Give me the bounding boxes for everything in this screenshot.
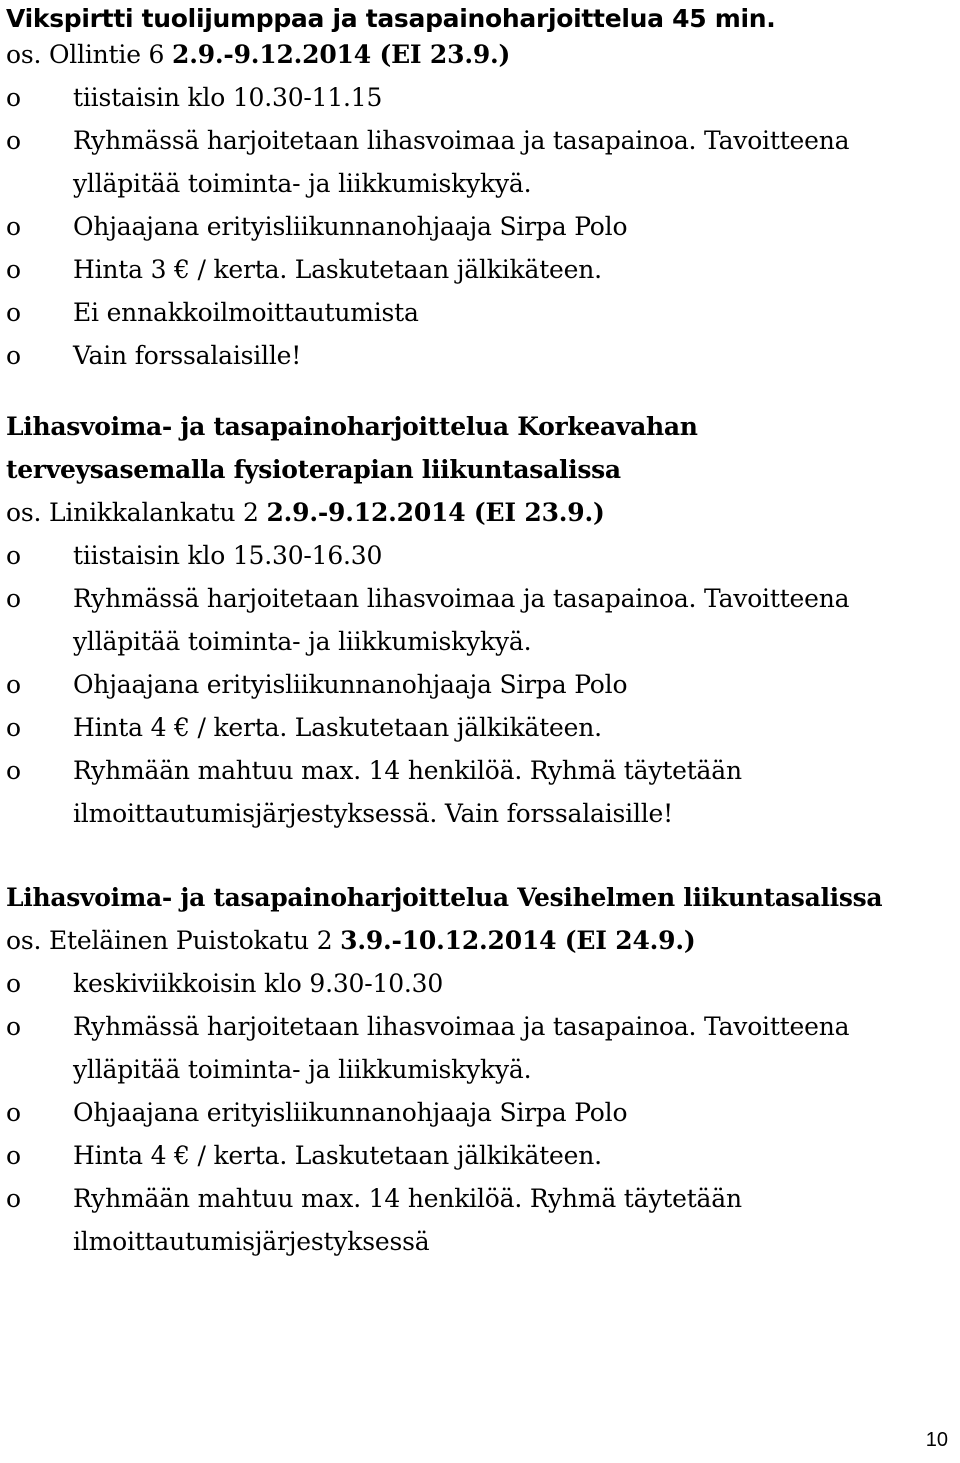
section-3-item-instructor: Ohjaajana erityisliikunnanohjaaja Sirpa Polo <box>73 1098 628 1127</box>
section-3-address-prefix: os. Eteläinen Puistokatu 2 <box>6 926 341 955</box>
section-3-address-dates: 3.9.-10.12.2014 (EI 24.9.) <box>340 926 696 955</box>
section-2-item-description-cont: ylläpitää toiminta- ja liikkumiskykyä. <box>73 627 532 656</box>
section-3-item-description: Ryhmässä harjoitetaan lihasvoimaa ja tasapainoa. Tavoitteena <box>73 1012 850 1041</box>
bullet-marker: o <box>6 713 22 742</box>
section-3-title: Lihasvoima- ja tasapainoharjoittelua Vesihelmen liikuntasalissa <box>6 883 883 912</box>
bullet-marker: o <box>6 341 22 370</box>
section-3-address <box>6 924 696 958</box>
page-number: 10 <box>925 1429 948 1451</box>
section-2-address-dates: 2.9.-9.12.2014 (EI 23.9.) <box>266 498 605 527</box>
section-3-item-capacity-cont: ilmoittautumisjärjestyksessä <box>73 1227 430 1256</box>
section-2-title-line-1: Lihasvoima- ja tasapainoharjoittelua Korkeavahan <box>6 412 698 441</box>
section-2-address-prefix: os. Linikkalankatu 2 <box>6 498 267 527</box>
section-1-item-instructor: Ohjaajana erityisliikunnanohjaaja Sirpa Polo <box>73 212 628 241</box>
bullet-marker: o <box>6 670 22 699</box>
bullet-marker: o <box>6 212 22 241</box>
section-2-item-schedule: tiistaisin klo 15.30-16.30 <box>73 541 383 570</box>
bullet-marker: o <box>6 255 22 284</box>
bullet-marker: o <box>6 126 22 155</box>
section-2-title-line-2: terveysasemalla fysioterapian liikuntasalissa <box>6 455 621 484</box>
bullet-marker: o <box>6 1098 22 1127</box>
bullet-marker: o <box>6 541 22 570</box>
section-1-item-registration: Ei ennakkoilmoittautumista <box>73 298 419 327</box>
bullet-marker: o <box>6 83 22 112</box>
section-2-address <box>6 496 605 530</box>
section-2-item-instructor: Ohjaajana erityisliikunnanohjaaja Sirpa Polo <box>73 670 628 699</box>
bullet-marker: o <box>6 756 22 785</box>
bullet-marker: o <box>6 1184 22 1213</box>
section-1-item-description-cont: ylläpitää toiminta- ja liikkumiskykyä. <box>73 169 532 198</box>
section-2-item-capacity-cont: ilmoittautumisjärjestyksessä. Vain forssalaisille! <box>73 799 673 828</box>
section-1-item-price: Hinta 3 € / kerta. Laskutetaan jälkikäteen. <box>73 255 602 284</box>
bullet-marker: o <box>6 1141 22 1170</box>
section-1-item-eligibility: Vain forssalaisille! <box>73 341 302 370</box>
section-3-item-schedule: keskiviikkoisin klo 9.30-10.30 <box>73 969 444 998</box>
section-1-item-schedule: tiistaisin klo 10.30-11.15 <box>73 83 383 112</box>
section-2-item-description: Ryhmässä harjoitetaan lihasvoimaa ja tasapainoa. Tavoitteena <box>73 584 850 613</box>
bullet-marker: o <box>6 969 22 998</box>
bullet-marker: o <box>6 298 22 327</box>
section-1-title: Vikspirtti tuolijumppaa ja tasapainoharjoittelua 45 min. <box>6 4 776 33</box>
section-2-item-price: Hinta 4 € / kerta. Laskutetaan jälkikäteen. <box>73 713 602 742</box>
section-3-item-capacity: Ryhmään mahtuu max. 14 henkilöä. Ryhmä täytetään <box>73 1184 742 1213</box>
section-3-item-description-cont: ylläpitää toiminta- ja liikkumiskykyä. <box>73 1055 532 1084</box>
bullet-marker: o <box>6 584 22 613</box>
bullet-marker: o <box>6 1012 22 1041</box>
section-1-address-dates: 2.9.-9.12.2014 (EI 23.9.) <box>172 40 511 69</box>
section-2-item-capacity: Ryhmään mahtuu max. 14 henkilöä. Ryhmä täytetään <box>73 756 742 785</box>
section-1-address-prefix: os. Ollintie 6 <box>6 40 172 69</box>
section-1-address <box>6 38 510 72</box>
section-3-item-price: Hinta 4 € / kerta. Laskutetaan jälkikäteen. <box>73 1141 602 1170</box>
section-1-item-description: Ryhmässä harjoitetaan lihasvoimaa ja tasapainoa. Tavoitteena <box>73 126 850 155</box>
